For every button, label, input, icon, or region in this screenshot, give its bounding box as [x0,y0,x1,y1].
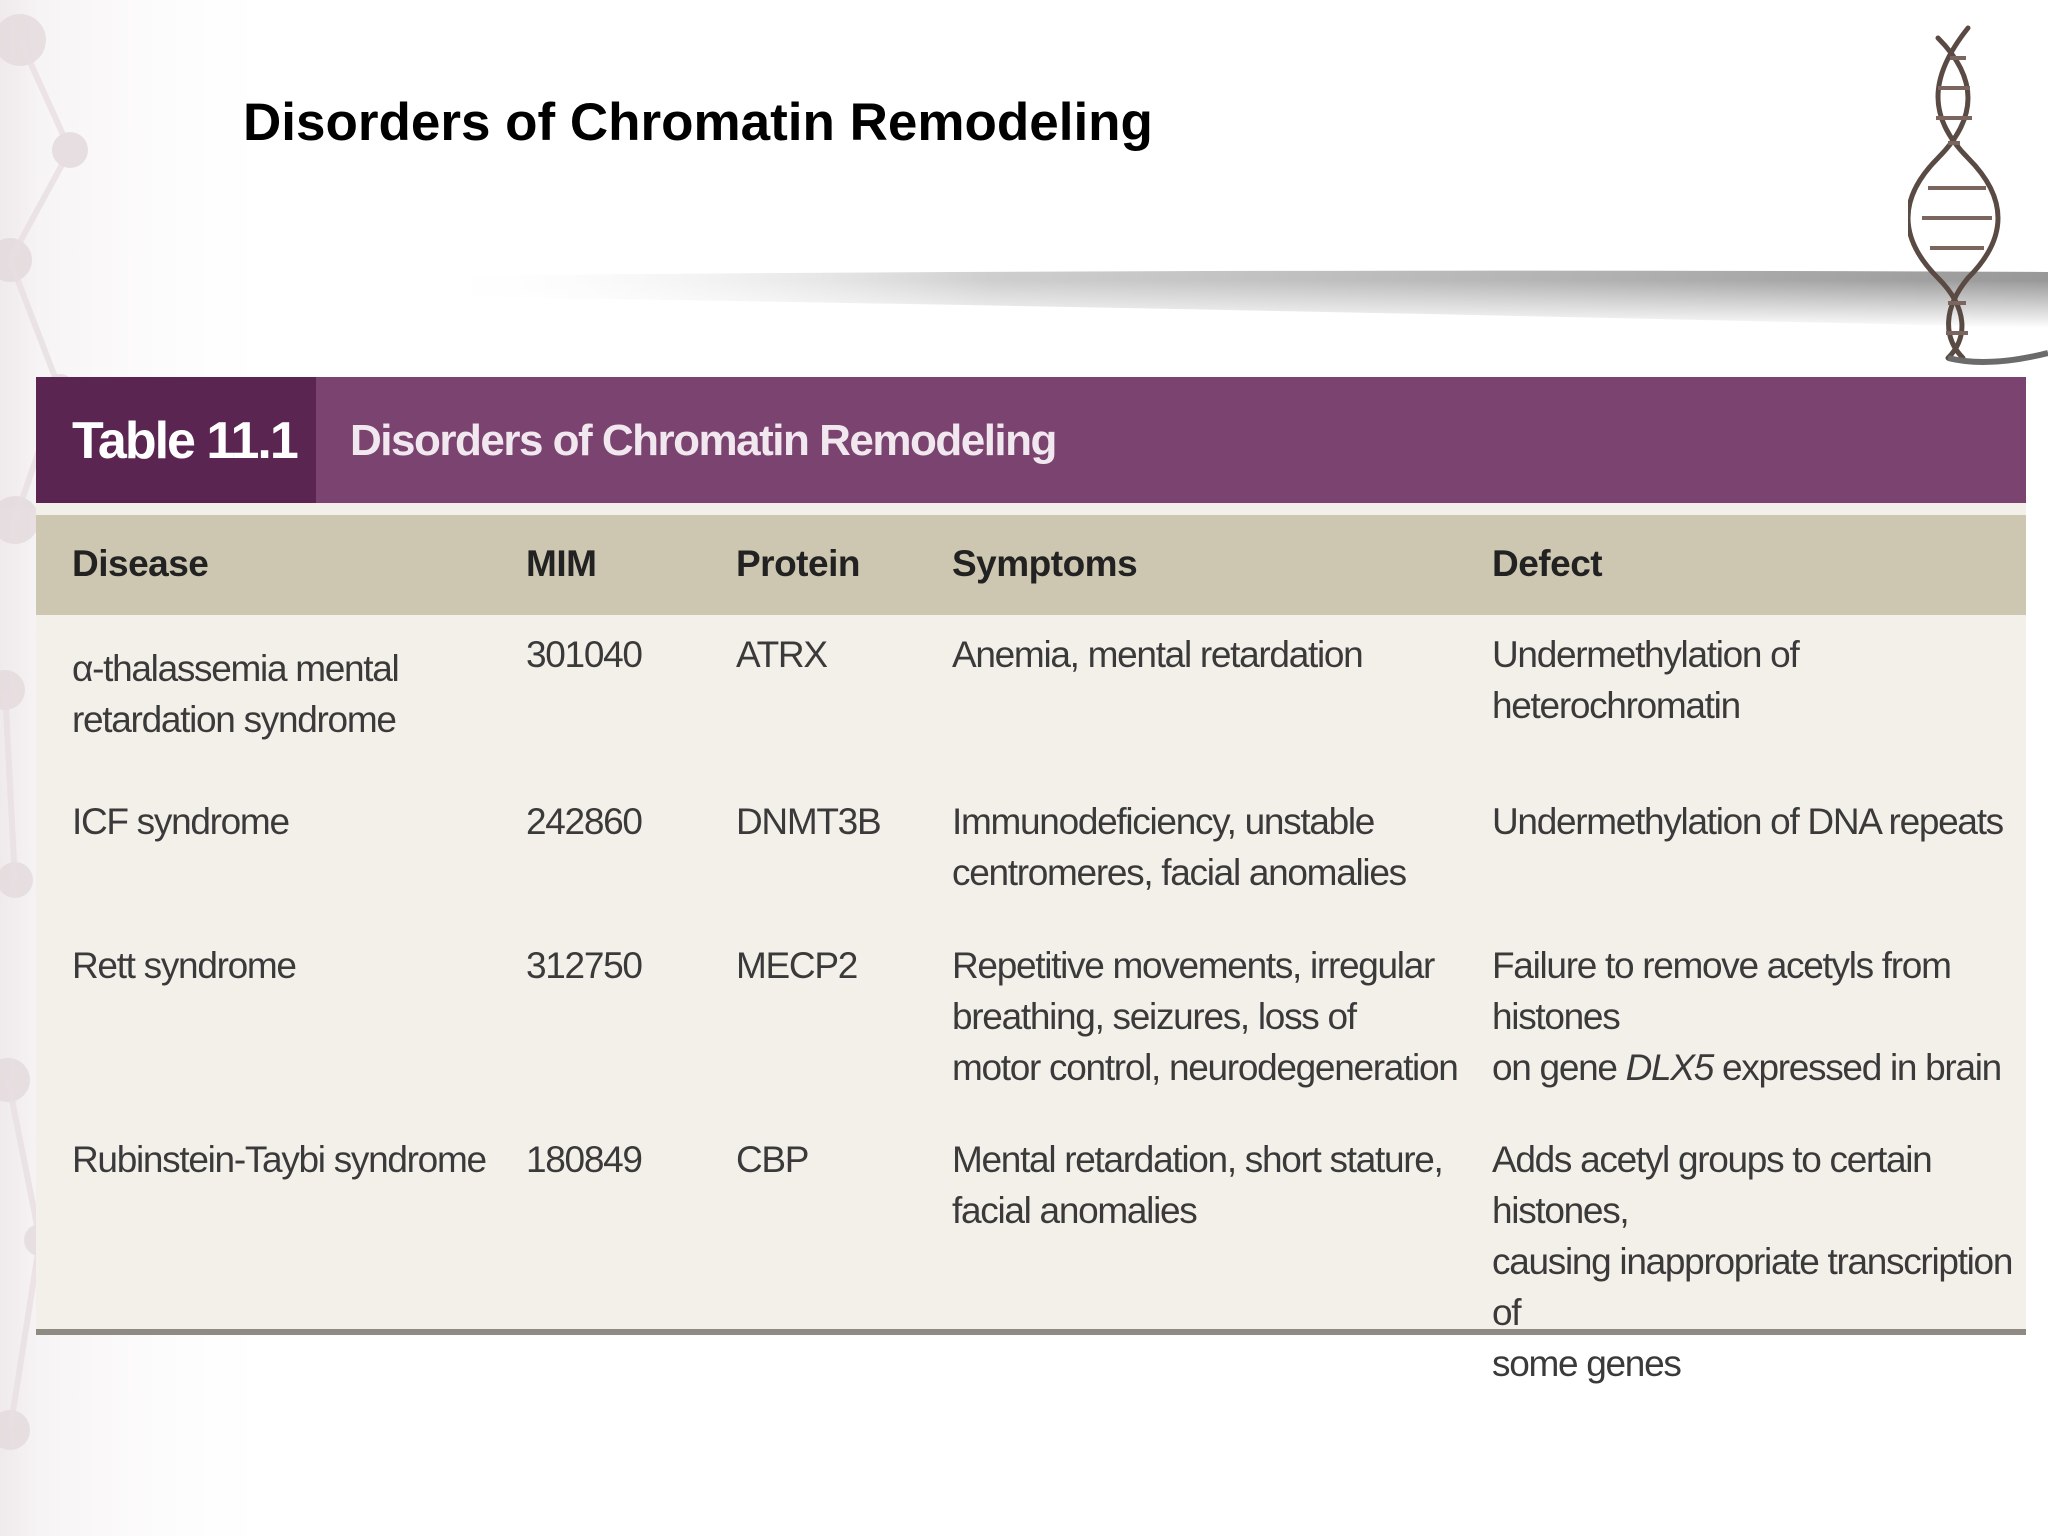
table-number-box [36,377,316,503]
disorders-table [36,377,2026,1384]
cell-protein: MECP2 [736,945,857,986]
cell-mim: 242860 [526,801,642,842]
slide-title: Disorders of Chromatin Remodeling [243,93,1153,152]
cell-protein: CBP [736,1139,809,1180]
table-number: Table 11.1 [72,412,297,470]
cell-disease: ICF syndrome [72,801,289,842]
cell-protein: DNMT3B [736,801,881,842]
column-header-defect: Defect [1492,543,1603,584]
column-header-disease: Disease [72,543,209,584]
cell-disease: Rett syndrome [72,945,296,986]
cell-mim: 301040 [526,634,642,675]
cell-symptoms: Anemia, mental retardation [952,634,1363,675]
cell-disease: α-thalassemia mental retardation syndrome [72,648,399,740]
column-header-mim: MIM [526,543,597,584]
dna-helix-icon [1908,18,2048,378]
cell-defect: Adds acetyl groups to certain histones, causing inappropriate transcription of some genes [1492,1139,2013,1384]
cell-symptoms: Immunodeficiency, unstable centromeres, facial anomalies [952,801,1406,893]
table-caption: Disorders of Chromatin Remodeling [350,416,1056,465]
column-header-protein: Protein [736,543,860,584]
cell-protein: ATRX [736,634,827,675]
cell-mim: 180849 [526,1139,642,1180]
cell-defect: Failure to remove acetyls from histones on gene DLX5 expressed in brain [1492,945,2001,1088]
cell-defect: Undermethylation of heterochromatin [1492,634,1799,726]
table-column-headers [36,515,2026,615]
cell-symptoms: Mental retardation, short stature, facial anomalies [952,1139,1443,1231]
column-header-symptoms: Symptoms [952,543,1138,584]
cell-mim: 312750 [526,945,642,986]
header-swoosh-decoration [420,268,2048,328]
gene-name: DLX5 [1625,1047,1713,1088]
table-title-bar [36,377,2026,503]
cell-defect: Undermethylation of DNA repeats [1492,801,2003,842]
cell-symptoms: Repetitive movements, irregular breathing, seizures, loss of motor control, neurodegeneration [952,945,1458,1088]
cell-disease: Rubinstein-Taybi syndrome [72,1139,486,1180]
